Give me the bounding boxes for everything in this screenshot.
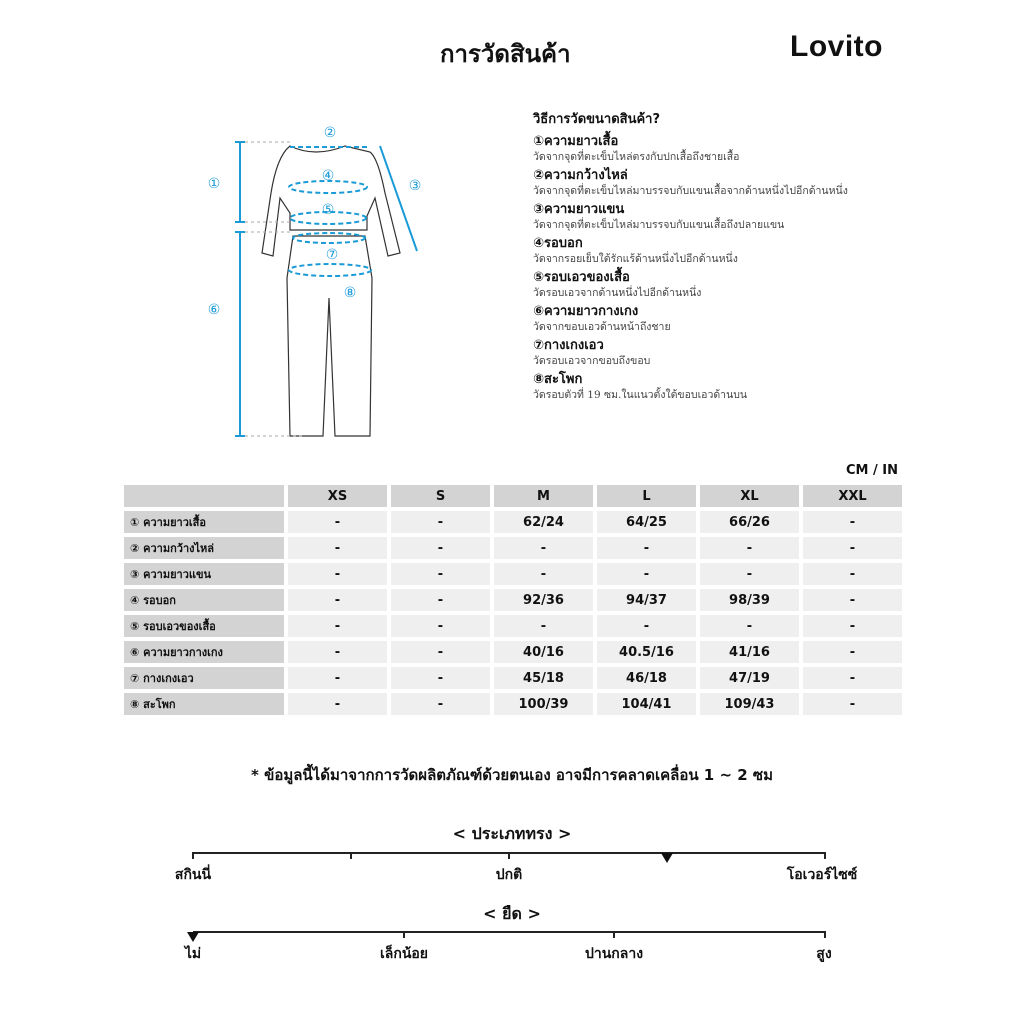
table-row [124, 563, 902, 585]
table-cell: 94/37 [597, 589, 696, 611]
table-cell: 62/24 [494, 511, 593, 533]
marker-7: ⑦ [325, 247, 339, 263]
guide-item [533, 201, 933, 232]
table-cell: 66/26 [700, 511, 799, 533]
garment-illustration [195, 118, 435, 448]
table-cell: 100/39 [494, 693, 593, 715]
table-cell: 41/16 [700, 641, 799, 663]
marker-2: ② [323, 125, 337, 141]
pants-waist-ellipse [293, 233, 365, 243]
table-cell: - [700, 537, 799, 559]
row-label: ④ รอบอก [124, 589, 284, 611]
hip-ellipse [289, 264, 371, 276]
fit-tick [192, 852, 194, 859]
table-cell: - [288, 693, 387, 715]
row-label: ⑧ สะโพก [124, 693, 284, 715]
table-cell: - [288, 511, 387, 533]
table-cell: - [494, 563, 593, 585]
size-header: XL [700, 485, 799, 507]
marker-6: ⑥ [207, 302, 221, 318]
brand-logo: Lovito [790, 30, 883, 63]
table-cell: 98/39 [700, 589, 799, 611]
row-label: ③ ความยาวแขน [124, 563, 284, 585]
table-cell: - [597, 537, 696, 559]
fit-tick [824, 852, 826, 859]
guide-item [533, 235, 933, 266]
stretch-label-slight: เล็กน้อย [379, 946, 429, 962]
guide-item-desc: วัดจากจุดที่ตะเข็บไหล่ตรงกับปกเสื้อถึงชายเสื้อ [533, 151, 740, 163]
guide-item-title: ①ความยาวเสื้อ [533, 134, 619, 149]
table-cell: - [597, 563, 696, 585]
stretch-tick [613, 931, 615, 938]
size-header: M [494, 485, 593, 507]
page-title: การวัดสินค้า [440, 40, 571, 68]
stretch-scale-title: < ยืด > [483, 904, 541, 923]
stretch-scale-line [193, 931, 825, 933]
table-cell: - [288, 589, 387, 611]
fit-label-oversize: โอเวอร์ไซซ์ [786, 867, 858, 883]
guide-item [533, 303, 933, 334]
table-cell: 104/41 [597, 693, 696, 715]
table-cell: 92/36 [494, 589, 593, 611]
guide-item-title: ⑧สะโพก [533, 372, 583, 387]
guide-item-title: ②ความกว้างไหล่ [533, 168, 628, 183]
table-row [124, 667, 902, 689]
row-label: ⑦ กางเกงเอว [124, 667, 284, 689]
table-header-row [124, 485, 902, 507]
table-cell: - [288, 641, 387, 663]
row-label: ⑥ ความยาวกางเกง [124, 641, 284, 663]
table-cell: - [391, 641, 490, 663]
size-header: XS [288, 485, 387, 507]
table-cell: - [391, 511, 490, 533]
table-row [124, 511, 902, 533]
fit-tick [350, 852, 352, 859]
guide-item-desc: วัดจากขอบเอวด้านหน้าถึงชาย [533, 321, 671, 333]
fit-selected-marker [661, 853, 673, 863]
table-cell: 40/16 [494, 641, 593, 663]
table-cell: 109/43 [700, 693, 799, 715]
measurement-guide [533, 108, 933, 405]
table-cell: - [700, 615, 799, 637]
table-row [124, 537, 902, 559]
table-cell: - [803, 667, 902, 689]
row-label: ① ความยาวเสื้อ [124, 511, 284, 533]
guide-item-desc: วัดจากจุดที่ตะเข็บไหล่มาบรรจบกับแขนเสื้อจากด้านหนึ่งไปอีกด้านหนึ่ง [533, 185, 848, 197]
row-label: ② ความกว้างไหล่ [124, 537, 284, 559]
guide-item [533, 371, 933, 402]
table-cell: - [288, 615, 387, 637]
table-cell: - [494, 615, 593, 637]
table-cell: 46/18 [597, 667, 696, 689]
stretch-label-medium: ปานกลาง [584, 946, 644, 962]
guide-item-title: ⑤รอบเอวของเสื้อ [533, 270, 630, 285]
guide-item [533, 133, 933, 164]
guide-item-desc: วัดจากรอยเย็บใต้รักแร้ด้านหนึ่งไปอีกด้านหนึ่ง [533, 253, 738, 265]
table-cell: 40.5/16 [597, 641, 696, 663]
guide-heading: วิธีการวัดขนาดสินค้า? [533, 112, 661, 127]
guide-item-desc: วัดรอบเอวจากขอบถึงขอบ [533, 355, 651, 367]
table-cell: 47/19 [700, 667, 799, 689]
stretch-tick [824, 931, 826, 938]
size-header: S [391, 485, 490, 507]
sleeve-line [380, 146, 417, 251]
row-label: ⑤ รอบเอวของเสื้อ [124, 615, 284, 637]
table-row [124, 589, 902, 611]
table-cell: - [288, 537, 387, 559]
marker-8: ⑧ [343, 285, 357, 301]
guide-item-desc: วัดรอบเอวจากด้านหนึ่งไปอีกด้านหนึ่ง [533, 287, 702, 299]
size-header: XXL [803, 485, 902, 507]
guide-item-title: ④รอบอก [533, 236, 583, 251]
fit-scale-title: < ประเภททรง > [452, 824, 572, 843]
table-row [124, 615, 902, 637]
table-cell: - [803, 641, 902, 663]
stretch-label-none: ไม่ [184, 946, 202, 962]
top-outline [262, 146, 400, 256]
table-cell: - [803, 615, 902, 637]
table-row [124, 641, 902, 663]
size-header: L [597, 485, 696, 507]
guide-item [533, 337, 933, 368]
guide-item [533, 269, 933, 300]
guide-item-title: ⑦กางเกงเอว [533, 338, 604, 353]
table-cell: 45/18 [494, 667, 593, 689]
garment-diagram [195, 118, 435, 448]
guide-item-desc: วัดรอบตัวที่ 19 ซม.ในแนวตั้งใต้ขอบเอวด้านบน [533, 389, 748, 401]
stretch-label-high: สูง [816, 946, 832, 962]
table-cell: - [803, 693, 902, 715]
table-cell: - [391, 693, 490, 715]
marker-1: ① [207, 176, 221, 192]
guide-item-title: ③ความยาวแขน [533, 202, 625, 217]
stretch-tick [403, 931, 405, 938]
fit-label-regular: ปกติ [495, 867, 523, 883]
guide-item-title: ⑥ความยาวกางเกง [533, 304, 639, 319]
table-cell: - [803, 511, 902, 533]
table-cell: - [803, 563, 902, 585]
table-cell: - [391, 667, 490, 689]
marker-5: ⑤ [321, 202, 335, 218]
table-cell: - [391, 537, 490, 559]
table-cell: - [391, 563, 490, 585]
units-label: CM / IN [846, 463, 898, 478]
size-table [120, 481, 906, 719]
table-cell: - [288, 563, 387, 585]
table-cell: - [700, 563, 799, 585]
marker-4: ④ [321, 168, 335, 184]
table-cell: - [803, 537, 902, 559]
table-cell: - [391, 615, 490, 637]
table-cell: - [391, 589, 490, 611]
table-row [124, 693, 902, 715]
stretch-selected-marker [187, 932, 199, 942]
table-cell: - [597, 615, 696, 637]
guide-item [533, 167, 933, 198]
guide-item-desc: วัดจากจุดที่ตะเข็บไหล่มาบรรจบกับแขนเสื้อถึงปลายแขน [533, 219, 785, 231]
fit-label-skinny: สกินนี่ [174, 867, 212, 883]
measurement-note: * ข้อมูลนี้ได้มาจากการวัดผลิตภัณฑ์ด้วยตนเอง อาจมีการคลาดเคลื่อน 1 ~ 2 ซม [251, 766, 773, 784]
table-cell: - [288, 667, 387, 689]
marker-3: ③ [408, 178, 422, 194]
fit-tick [508, 852, 510, 859]
table-corner [124, 485, 284, 507]
table-cell: - [494, 537, 593, 559]
table-cell: 64/25 [597, 511, 696, 533]
table-cell: - [803, 589, 902, 611]
